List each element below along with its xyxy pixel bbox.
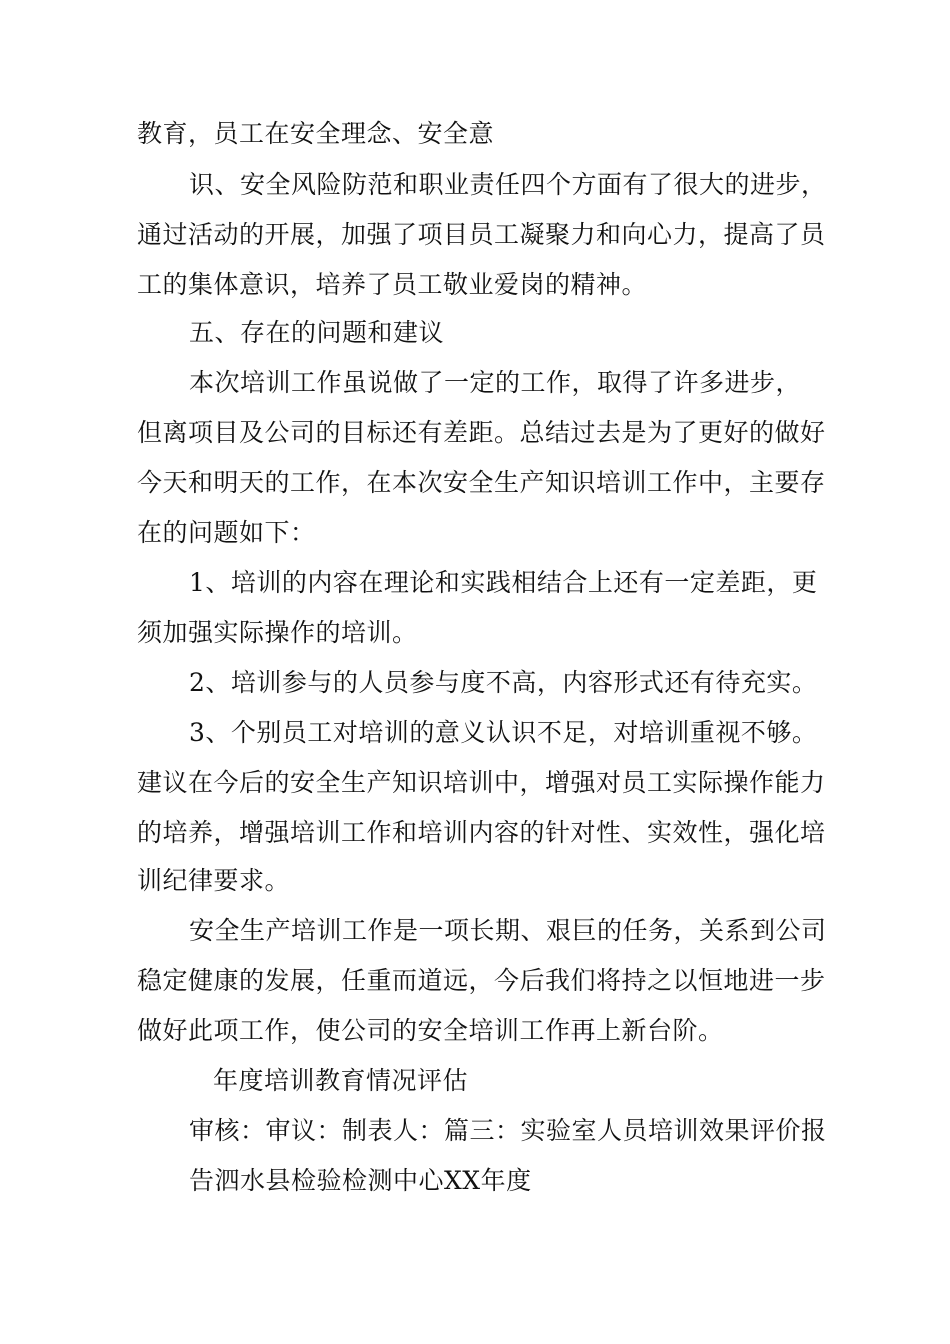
text-line-21: 审核：审议：制表人：篇三：实验室人员培训效果评价报 [189,1116,827,1145]
text-line-1: 教育，员工在安全理念、安全意 [137,119,495,148]
text-line-11: 须加强实际操作的培训。 [137,618,418,647]
text-line-19: 做好此项工作，使公司的安全培训工作再上新台阶。 [137,1016,724,1045]
text-line-10: 1、培训的内容在理论和实践相结合上还有一定差距，更 [189,568,818,597]
text-line-9: 在的问题如下： [137,518,316,547]
text-line-6: 本次培训工作虽说做了一定的工作，取得了许多进步， [189,368,802,397]
evaluation-title: 年度培训教育情况评估 [213,1066,469,1095]
text-line-8: 今天和明天的工作，在本次安全生产知识培训工作中，主要存 [137,468,826,497]
text-line-4: 工的集体意识，培养了员工敬业爱岗的精神。 [137,270,648,299]
text-line-3: 通过活动的开展，加强了项目员工凝聚力和向心力，提高了员 [137,220,826,249]
text-line-22: 告泗水县检验检测中心XX年度 [189,1166,532,1195]
text-line-14: 建议在今后的安全生产知识培训中，增强对员工实际操作能力 [137,768,826,797]
text-line-17: 安全生产培训工作是一项长期、艰巨的任务，关系到公司 [189,916,827,945]
text-line-18: 稳定健康的发展，任重而道远，今后我们将持之以恒地进一步 [137,966,826,995]
text-line-7: 但离项目及公司的目标还有差距。总结过去是为了更好的做好 [137,418,826,447]
text-line-2: 识、安全风险防范和职业责任四个方面有了很大的进步， [189,170,827,199]
text-line-16: 训纪律要求。 [137,866,291,895]
text-line-12: 2、培训参与的人员参与度不高，内容形式还有待充实。 [189,668,818,697]
text-line-13: 3、个别员工对培训的意义认识不足，对培训重视不够。 [189,718,818,747]
section-heading: 五、存在的问题和建议 [189,318,445,347]
text-line-15: 的培养，增强培训工作和培训内容的针对性、实效性，强化培 [137,818,826,847]
